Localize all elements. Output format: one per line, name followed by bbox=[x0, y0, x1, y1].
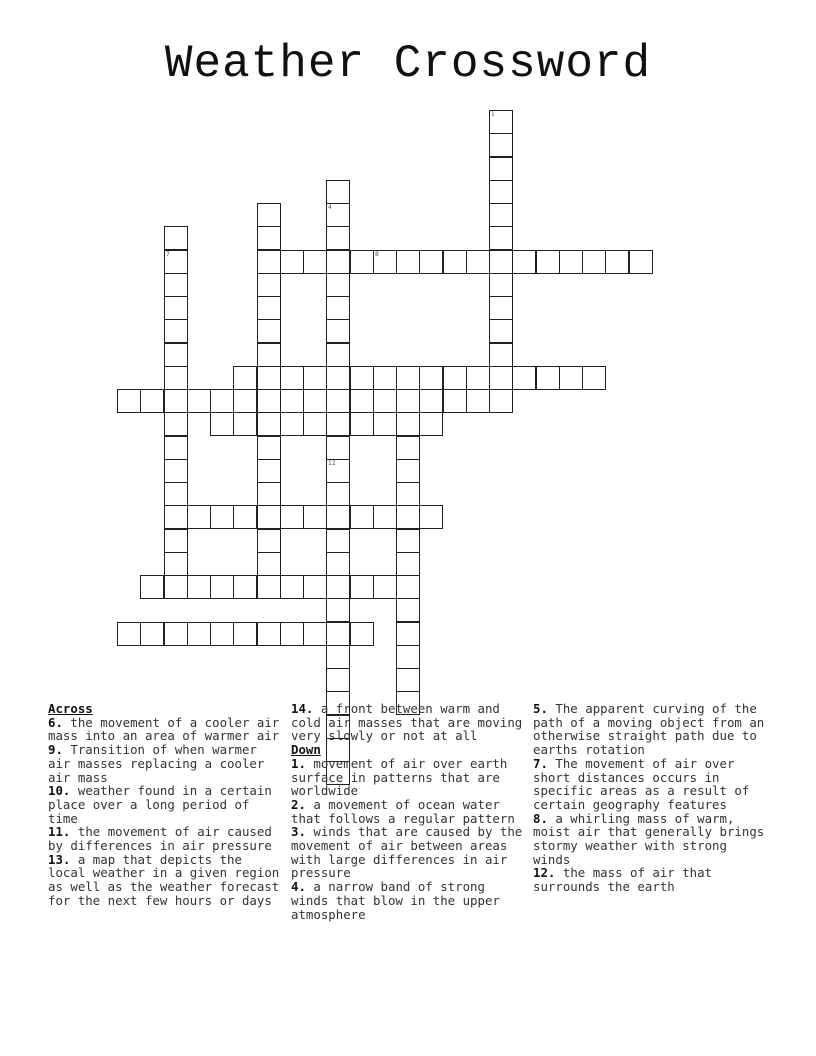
grid-cell[interactable] bbox=[257, 343, 281, 367]
grid-cell[interactable] bbox=[326, 412, 350, 436]
grid-cell[interactable] bbox=[233, 389, 257, 413]
across-heading: Across bbox=[48, 701, 93, 716]
grid-cell[interactable] bbox=[210, 412, 234, 436]
clue-down-8 bbox=[533, 812, 768, 867]
grid-cell[interactable] bbox=[326, 250, 350, 274]
grid-cell[interactable] bbox=[350, 622, 374, 646]
grid-cell[interactable] bbox=[326, 203, 350, 227]
clue-down-12 bbox=[533, 866, 768, 893]
clue-text: the movement of a cooler air mass into an area of warmer air bbox=[48, 714, 280, 744]
grid-cell[interactable] bbox=[164, 552, 188, 576]
grid-cell[interactable] bbox=[512, 250, 536, 274]
grid-cell[interactable] bbox=[280, 505, 304, 529]
grid-cell[interactable] bbox=[257, 482, 281, 506]
grid-cell[interactable] bbox=[489, 133, 513, 157]
grid-cell[interactable] bbox=[257, 505, 281, 529]
grid-cell[interactable] bbox=[164, 343, 188, 367]
clue-number-label: 4 bbox=[328, 204, 332, 211]
grid-cell[interactable] bbox=[326, 598, 350, 622]
grid-cell[interactable] bbox=[373, 250, 397, 274]
clue-number: 1. bbox=[291, 755, 306, 771]
grid-cell[interactable] bbox=[582, 250, 606, 274]
clue-number: 10. bbox=[48, 783, 71, 799]
grid-cell[interactable] bbox=[257, 296, 281, 320]
grid-cell[interactable] bbox=[257, 529, 281, 553]
grid-cell[interactable] bbox=[303, 389, 327, 413]
clue-number-label: 1 bbox=[491, 111, 495, 118]
clue-column-1 bbox=[48, 702, 283, 908]
clue-down-1 bbox=[291, 757, 526, 798]
clue-number: 4. bbox=[291, 879, 306, 895]
grid-cell[interactable] bbox=[443, 389, 467, 413]
grid-cell[interactable] bbox=[280, 412, 304, 436]
grid-cell[interactable] bbox=[233, 412, 257, 436]
grid-cell[interactable] bbox=[489, 180, 513, 204]
grid-cell[interactable] bbox=[326, 366, 350, 390]
grid-cell[interactable] bbox=[419, 389, 443, 413]
grid-cell[interactable] bbox=[419, 505, 443, 529]
grid-cell[interactable] bbox=[489, 319, 513, 343]
grid-cell[interactable] bbox=[326, 389, 350, 413]
clue-number: 14. bbox=[291, 701, 314, 716]
grid-cell[interactable] bbox=[489, 157, 513, 181]
clue-number: 2. bbox=[291, 796, 306, 812]
grid-cell[interactable] bbox=[396, 250, 420, 274]
grid-cell[interactable] bbox=[396, 459, 420, 483]
grid-cell[interactable] bbox=[117, 622, 141, 646]
grid-cell[interactable] bbox=[326, 273, 350, 297]
clue-text: a whirling mass of warm, moist air that generally brings stormy weather with strong winds bbox=[533, 810, 765, 867]
clue-column-3 bbox=[533, 702, 768, 894]
grid-cell[interactable] bbox=[164, 436, 188, 460]
grid-cell[interactable] bbox=[582, 366, 606, 390]
grid-cell[interactable] bbox=[164, 389, 188, 413]
grid-cell[interactable] bbox=[303, 505, 327, 529]
grid-cell[interactable] bbox=[326, 622, 350, 646]
grid-cell[interactable] bbox=[164, 319, 188, 343]
grid-cell[interactable] bbox=[257, 412, 281, 436]
grid-cell[interactable] bbox=[396, 412, 420, 436]
grid-cell[interactable] bbox=[373, 575, 397, 599]
grid-cell[interactable] bbox=[187, 505, 211, 529]
grid-cell[interactable] bbox=[396, 529, 420, 553]
grid-cell[interactable] bbox=[350, 250, 374, 274]
grid-cell[interactable] bbox=[164, 250, 188, 274]
grid-cell[interactable] bbox=[326, 668, 350, 692]
grid-cell[interactable] bbox=[350, 389, 374, 413]
grid-cell[interactable] bbox=[280, 389, 304, 413]
grid-cell[interactable] bbox=[489, 273, 513, 297]
grid-cell[interactable] bbox=[396, 482, 420, 506]
grid-cell[interactable] bbox=[396, 389, 420, 413]
grid-cell[interactable] bbox=[233, 622, 257, 646]
grid-cell[interactable] bbox=[536, 250, 560, 274]
clue-down-4 bbox=[291, 880, 526, 921]
clue-number-label: 8 bbox=[375, 251, 379, 258]
grid-cell[interactable] bbox=[443, 250, 467, 274]
grid-cell[interactable] bbox=[536, 366, 560, 390]
grid-cell[interactable] bbox=[303, 250, 327, 274]
grid-cell[interactable] bbox=[489, 343, 513, 367]
clue-text: The apparent curving of the path of a moving object from an otherwise straight path due to earths rotation bbox=[533, 701, 765, 758]
grid-cell[interactable] bbox=[303, 412, 327, 436]
grid-cell[interactable] bbox=[373, 366, 397, 390]
grid-cell[interactable] bbox=[303, 575, 327, 599]
grid-cell[interactable] bbox=[303, 622, 327, 646]
clue-number-label: 12 bbox=[328, 460, 336, 467]
grid-cell[interactable] bbox=[164, 575, 188, 599]
grid-cell[interactable] bbox=[396, 366, 420, 390]
grid-cell[interactable] bbox=[559, 366, 583, 390]
grid-cell[interactable] bbox=[373, 412, 397, 436]
clue-across-14 bbox=[291, 702, 526, 743]
grid-cell[interactable] bbox=[489, 296, 513, 320]
clue-number: 5. bbox=[533, 701, 548, 716]
grid-cell[interactable] bbox=[257, 622, 281, 646]
grid-cell[interactable] bbox=[210, 622, 234, 646]
grid-cell[interactable] bbox=[117, 389, 141, 413]
grid-cell[interactable] bbox=[326, 459, 350, 483]
grid-cell[interactable] bbox=[350, 366, 374, 390]
grid-cell[interactable] bbox=[489, 226, 513, 250]
grid-cell[interactable] bbox=[233, 575, 257, 599]
grid-cell[interactable] bbox=[443, 366, 467, 390]
grid-cell[interactable] bbox=[257, 459, 281, 483]
clue-across-9 bbox=[48, 743, 283, 784]
grid-cell[interactable] bbox=[489, 366, 513, 390]
clue-text: the movement of air caused by differences in air pressure bbox=[48, 824, 272, 854]
clue-number-label: 7 bbox=[166, 251, 170, 258]
grid-cell[interactable] bbox=[233, 366, 257, 390]
grid-cell[interactable] bbox=[350, 505, 374, 529]
clue-text: winds that are caused by the movement of air between areas with large differences in air pressure bbox=[291, 824, 523, 881]
grid-cell[interactable] bbox=[466, 250, 490, 274]
grid-cell[interactable] bbox=[187, 575, 211, 599]
grid-cell[interactable] bbox=[396, 598, 420, 622]
grid-cell[interactable] bbox=[419, 366, 443, 390]
grid-cell[interactable] bbox=[396, 436, 420, 460]
clue-number: 11. bbox=[48, 824, 71, 840]
grid-cell[interactable] bbox=[257, 319, 281, 343]
grid-cell[interactable] bbox=[326, 226, 350, 250]
grid-cell[interactable] bbox=[629, 250, 653, 274]
grid-cell[interactable] bbox=[164, 622, 188, 646]
grid-cell[interactable] bbox=[326, 482, 350, 506]
grid-cell[interactable] bbox=[373, 389, 397, 413]
grid-cell[interactable] bbox=[164, 412, 188, 436]
grid-cell[interactable] bbox=[326, 296, 350, 320]
grid-cell[interactable] bbox=[164, 459, 188, 483]
grid-cell[interactable] bbox=[187, 389, 211, 413]
clue-text: Transition of when warmer air masses replacing a cooler air mass bbox=[48, 742, 265, 785]
clue-across-6 bbox=[48, 716, 283, 743]
clue-text: weather found in a certain place over a long period of time bbox=[48, 783, 272, 826]
clue-text: a movement of ocean water that follows a regular pattern bbox=[291, 796, 515, 826]
clue-down-7 bbox=[533, 757, 768, 812]
grid-cell[interactable] bbox=[257, 436, 281, 460]
clue-number: 9. bbox=[48, 742, 63, 758]
grid-cell[interactable] bbox=[326, 645, 350, 669]
clue-text: The movement of air over short distances occurs in specific areas as a result of certain geography features bbox=[533, 755, 750, 812]
grid-cell[interactable] bbox=[280, 622, 304, 646]
clue-across-11 bbox=[48, 825, 283, 852]
grid-cell[interactable] bbox=[466, 389, 490, 413]
clue-text: a map that depicts the local weather in a given region as well as the weather forecast for the next few hours or days bbox=[48, 851, 280, 908]
grid-cell[interactable] bbox=[326, 552, 350, 576]
grid-cell[interactable] bbox=[164, 273, 188, 297]
clue-number: 8. bbox=[533, 810, 548, 826]
grid-cell[interactable] bbox=[512, 366, 536, 390]
grid-cell[interactable] bbox=[350, 575, 374, 599]
grid-cell[interactable] bbox=[257, 575, 281, 599]
grid-cell[interactable] bbox=[326, 343, 350, 367]
grid-cell[interactable] bbox=[326, 436, 350, 460]
grid-cell[interactable] bbox=[164, 226, 188, 250]
clue-down-3 bbox=[291, 825, 526, 880]
grid-cell[interactable] bbox=[303, 366, 327, 390]
grid-cell[interactable] bbox=[187, 622, 211, 646]
grid-cell[interactable] bbox=[489, 250, 513, 274]
grid-cell[interactable] bbox=[210, 575, 234, 599]
grid-cell[interactable] bbox=[164, 482, 188, 506]
grid-cell[interactable] bbox=[489, 203, 513, 227]
grid-cell[interactable] bbox=[396, 552, 420, 576]
grid-cell[interactable] bbox=[140, 389, 164, 413]
grid-cell[interactable] bbox=[559, 250, 583, 274]
grid-cell[interactable] bbox=[210, 505, 234, 529]
grid-cell[interactable] bbox=[489, 389, 513, 413]
grid-cell[interactable] bbox=[257, 226, 281, 250]
grid-cell[interactable] bbox=[326, 505, 350, 529]
grid-cell[interactable] bbox=[326, 575, 350, 599]
grid-cell[interactable] bbox=[257, 203, 281, 227]
grid-cell[interactable] bbox=[164, 529, 188, 553]
clue-text: movement of air over earth surface in patterns that are worldwide bbox=[291, 755, 508, 799]
clue-down-2 bbox=[291, 798, 526, 825]
clue-text: a narrow band of strong winds that blow in the upper atmosphere bbox=[291, 879, 500, 922]
grid-cell[interactable] bbox=[257, 552, 281, 576]
grid-cell[interactable] bbox=[280, 250, 304, 274]
grid-cell[interactable] bbox=[396, 505, 420, 529]
grid-cell[interactable] bbox=[419, 412, 443, 436]
clue-number: 12. bbox=[533, 865, 556, 881]
grid-cell[interactable] bbox=[164, 296, 188, 320]
grid-cell[interactable] bbox=[396, 575, 420, 599]
grid-cell[interactable] bbox=[233, 505, 257, 529]
grid-cell[interactable] bbox=[257, 273, 281, 297]
clue-across-13 bbox=[48, 853, 283, 908]
grid-cell[interactable] bbox=[396, 622, 420, 646]
grid-cell[interactable] bbox=[605, 250, 629, 274]
clue-down-5 bbox=[533, 702, 768, 757]
grid-cell[interactable] bbox=[164, 505, 188, 529]
down-heading: Down bbox=[291, 742, 321, 758]
clue-column-2 bbox=[291, 702, 526, 921]
clue-number: 7. bbox=[533, 755, 548, 771]
grid-cell[interactable] bbox=[257, 389, 281, 413]
grid-cell[interactable] bbox=[210, 389, 234, 413]
grid-cell[interactable] bbox=[350, 412, 374, 436]
grid-cell[interactable] bbox=[396, 645, 420, 669]
clue-number: 3. bbox=[291, 824, 306, 840]
grid-cell[interactable] bbox=[373, 505, 397, 529]
clue-number: 6. bbox=[48, 714, 63, 730]
grid-cell[interactable] bbox=[280, 575, 304, 599]
grid-cell[interactable] bbox=[257, 250, 281, 274]
clue-text: a front between warm and cold air masses that are moving very slowly or not at all bbox=[291, 701, 523, 744]
grid-cell[interactable] bbox=[326, 319, 350, 343]
grid-cell[interactable] bbox=[466, 366, 490, 390]
grid-cell[interactable] bbox=[164, 366, 188, 390]
grid-cell[interactable] bbox=[140, 575, 164, 599]
grid-cell[interactable] bbox=[280, 366, 304, 390]
grid-cell[interactable] bbox=[140, 622, 164, 646]
grid-cell[interactable] bbox=[326, 180, 350, 204]
clue-text: the mass of air that surrounds the earth bbox=[533, 865, 713, 895]
grid-cell[interactable] bbox=[489, 110, 513, 134]
page-title: Weather Crossword bbox=[164, 38, 652, 90]
grid-cell[interactable] bbox=[419, 250, 443, 274]
grid-cell[interactable] bbox=[326, 529, 350, 553]
clue-number: 13. bbox=[48, 851, 71, 867]
grid-cell[interactable] bbox=[396, 668, 420, 692]
grid-cell[interactable] bbox=[257, 366, 281, 390]
clue-across-10 bbox=[48, 784, 283, 825]
